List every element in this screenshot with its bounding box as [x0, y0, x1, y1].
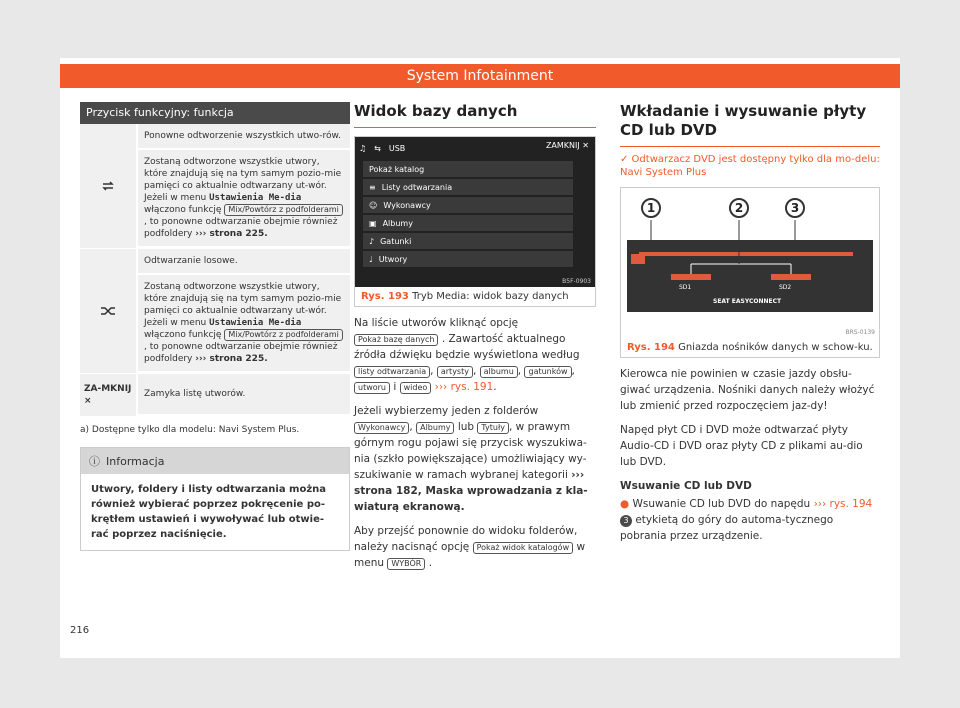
music-note-icon: ♫: [359, 143, 367, 153]
figure-ref: ››› rys. 191: [434, 381, 494, 393]
paragraph: Napęd płyt CD i DVD może odtwarzać płyty Audio-CD i DVD oraz płyty CD z plikami au-dio lub DVD.: [620, 424, 863, 468]
media-screen: [355, 137, 595, 287]
callout-2: 2: [729, 198, 749, 218]
table-row: [80, 249, 350, 374]
info-icon: ⓘ: [89, 455, 100, 468]
text: Aby przejść ponownie do widoku folderów, należy nacisnąć opcję: [354, 525, 578, 553]
figure-caption: [355, 287, 595, 306]
paragraph: [354, 523, 596, 571]
detail-text: , to ponowne odtwarzanie obejmie również podfoldery: [144, 217, 338, 239]
section-title: Wkładanie i wysuwanie płyty CD lub DVD: [620, 102, 880, 147]
figure-number: Rys. 193: [361, 291, 409, 302]
option-key: listy odtwarzania: [354, 366, 430, 378]
dvd-slot-illustration: [621, 188, 879, 338]
row-desc: Odtwarzanie losowe.: [138, 249, 350, 275]
figure-number: Rys. 194: [627, 342, 675, 353]
option-key: albumu: [480, 366, 518, 378]
list-item-label: Utwory: [378, 254, 408, 264]
text: i: [393, 381, 397, 393]
table-row: [80, 374, 350, 417]
list-item-label: Gatunki: [380, 236, 412, 246]
figure-194: [620, 187, 880, 358]
figure-code: B5F-0903: [562, 278, 591, 285]
paragraph: Kierowca nie powinien w czasie jazdy obsłu-giwać urządzenia. Nośniki danych należy włożyć lub zmienić przed rozpoczęciem jaz-dy!: [620, 368, 875, 412]
detail-text: włączono funkcję: [144, 205, 222, 215]
text: , w prawym górnym rogu pojawi się przycisk wyszukiwa-nia (szkło powiększające) umożliwiający wy-szukiwanie w ramach wybranej kategorii: [354, 421, 587, 481]
source-label: USB: [388, 143, 406, 153]
sd2-label: SD2: [779, 284, 792, 291]
list-item-label: Wykonawcy: [383, 200, 431, 210]
artist-icon: ☺: [369, 200, 378, 210]
figure-ref: ››› rys. 194: [813, 498, 873, 510]
option-key: Tytuły: [477, 422, 509, 434]
row-desc: Zamyka listę utworów.: [138, 374, 350, 416]
section-title: Widok bazy danych: [354, 102, 596, 128]
page-ref: ››› strona 225.: [195, 354, 268, 364]
info-body: Utwory, foldery i listy odtwarzania można również wybierać poprzez pokręcenie po-krętłem ustawień i wywoływać lub otwie-rać poprzez naciśnięcie.: [91, 484, 327, 540]
text: Wsuwanie CD lub DVD do napędu: [632, 498, 811, 510]
disc-column: [620, 102, 880, 544]
subsection-title: Wsuwanie CD lub DVD: [620, 480, 752, 492]
option-key: Albumy: [416, 422, 454, 434]
caption-text: Tryb Media: widok bazy danych: [412, 291, 569, 302]
list-item-label: Listy odtwarzania: [381, 182, 453, 192]
genre-icon: ♪: [369, 236, 375, 246]
text: Jeżeli wybierzemy jeden z folderów: [354, 405, 539, 417]
row-detail: [138, 275, 350, 373]
paragraph: Na liście utworów kliknąć opcję Pokaż bazę danych . Zawartość aktualnego źródła dźwięku będzie wyświetlona według listy odtwarzania , artysty , albumu , gatunków , utworu i wideo ››› rys. 191.: [354, 317, 580, 393]
shuffle-icon: [80, 249, 138, 373]
list-item: [363, 179, 573, 195]
close-label: ZA-MKNIJ ×: [80, 374, 138, 416]
option-key: wideo: [400, 382, 432, 394]
list-item: [363, 215, 573, 231]
callout-ref: 3: [620, 515, 632, 527]
caption-text: Gniazda nośników danych w schow-ku.: [678, 342, 873, 353]
bullet-icon: ●: [620, 498, 630, 510]
figure-code: BRS-0139: [845, 329, 875, 336]
option-key: Pokaż widok katalogów: [473, 542, 574, 554]
text: .: [428, 557, 433, 569]
figure-caption: [621, 338, 879, 357]
function-key: Mix/Powtórz z podfolderami: [224, 204, 343, 216]
playlist-icon: ≡: [369, 182, 376, 192]
album-icon: ▣: [369, 218, 377, 228]
table-title: Przycisk funkcyjny: funkcja: [80, 102, 350, 124]
sd1-label: SD1: [679, 284, 692, 291]
info-header: [81, 448, 349, 474]
detail-text: Zostaną odtworzone wszystkie utwory, które znajdują się na tym samym pozio-mie pamięci co aktualnie odtwarzany ut-wór. Jeżeli w menu: [144, 157, 342, 203]
database-view-column: [354, 102, 596, 571]
track-icon: ♩: [369, 254, 373, 264]
function-key: Mix/Powtórz z podfolderami: [224, 329, 343, 341]
text: w menu: [354, 541, 586, 569]
list-item: [363, 233, 573, 249]
detail-text: , to ponowne odtwarzanie obejmie również podfoldery: [144, 342, 338, 364]
repeat-icon: [80, 124, 138, 248]
row-detail: [138, 150, 350, 248]
table-row: [80, 124, 350, 249]
list-item: [363, 197, 573, 213]
option-key: Wykonawcy: [354, 422, 409, 434]
manual-page: [60, 58, 900, 658]
text: etykietą do góry do automa-tycznego pobrania przez urządzenie.: [620, 514, 834, 542]
menu-name: Ustawienia Me-dia: [209, 193, 302, 203]
footnote: a) Dostępne tylko dla modelu: Navi System Plus.: [80, 425, 300, 435]
info-title: Informacja: [106, 454, 165, 468]
option-key: WYBÓR: [387, 558, 425, 570]
list-item-label: Pokaż katalog: [369, 164, 425, 174]
text: Na liście utworów kliknąć opcję: [354, 317, 519, 329]
brand-label: SEAT EASYCONNECT: [713, 298, 782, 305]
paragraph: Jeżeli wybierzemy jeden z folderów Wykonawcy , Albumy lub Tytuły , w prawym górnym rogu pojawi się przycisk wyszukiwa-nia (szkło powiększające) umożliwiający wy-szukiwanie w ramach wybranej kategorii ››› strona 182, Maska wprowadzania z kla-wiaturą ekranową.: [354, 405, 588, 513]
row-desc: Ponowne odtworzenie wszystkich utwo-rów.: [138, 124, 350, 150]
figure-193: [354, 136, 596, 307]
text: lub: [457, 421, 475, 433]
option-key: Pokaż bazę danych: [354, 334, 438, 346]
page-ref: ››› strona 182, Maska wprowadzania z kla-wiaturą ekranową.: [354, 469, 588, 513]
callout-1: 1: [641, 198, 661, 218]
detail-text: Zostaną odtworzone wszystkie utwory, które znajdują się na tym samym pozio-mie pamięci co aktualnie odtwarzany ut-wór. Jeżeli w menu: [144, 282, 342, 328]
callout-3: 3: [785, 198, 805, 218]
close-button: ZAMKNIJ ✕: [545, 141, 589, 150]
list-item-label: Albumy: [382, 218, 413, 228]
option-key: utworu: [354, 382, 390, 394]
usb-icon: ⇆: [374, 143, 381, 153]
list-item: [363, 251, 573, 267]
availability-note: ✓ Odtwarzacz DVD jest dostępny tylko dla mo-delu: Navi System Plus: [620, 154, 880, 178]
function-table-column: [80, 102, 350, 551]
text: . Zawartość aktualnego źródła dźwięku będzie wyświetlona według: [354, 333, 580, 361]
menu-name: Ustawienia Me-dia: [209, 318, 302, 328]
list-item: [363, 161, 573, 177]
info-box: [80, 447, 350, 551]
page-number: 216: [70, 625, 90, 636]
option-key: gatunków: [524, 366, 571, 378]
page-ref: ››› strona 225.: [195, 229, 268, 239]
bullet-item: [620, 496, 880, 544]
option-key: artysty: [437, 366, 473, 378]
page-header: System Infotainment: [60, 64, 900, 88]
function-table: [80, 124, 350, 417]
detail-text: włączono funkcję: [144, 330, 222, 340]
